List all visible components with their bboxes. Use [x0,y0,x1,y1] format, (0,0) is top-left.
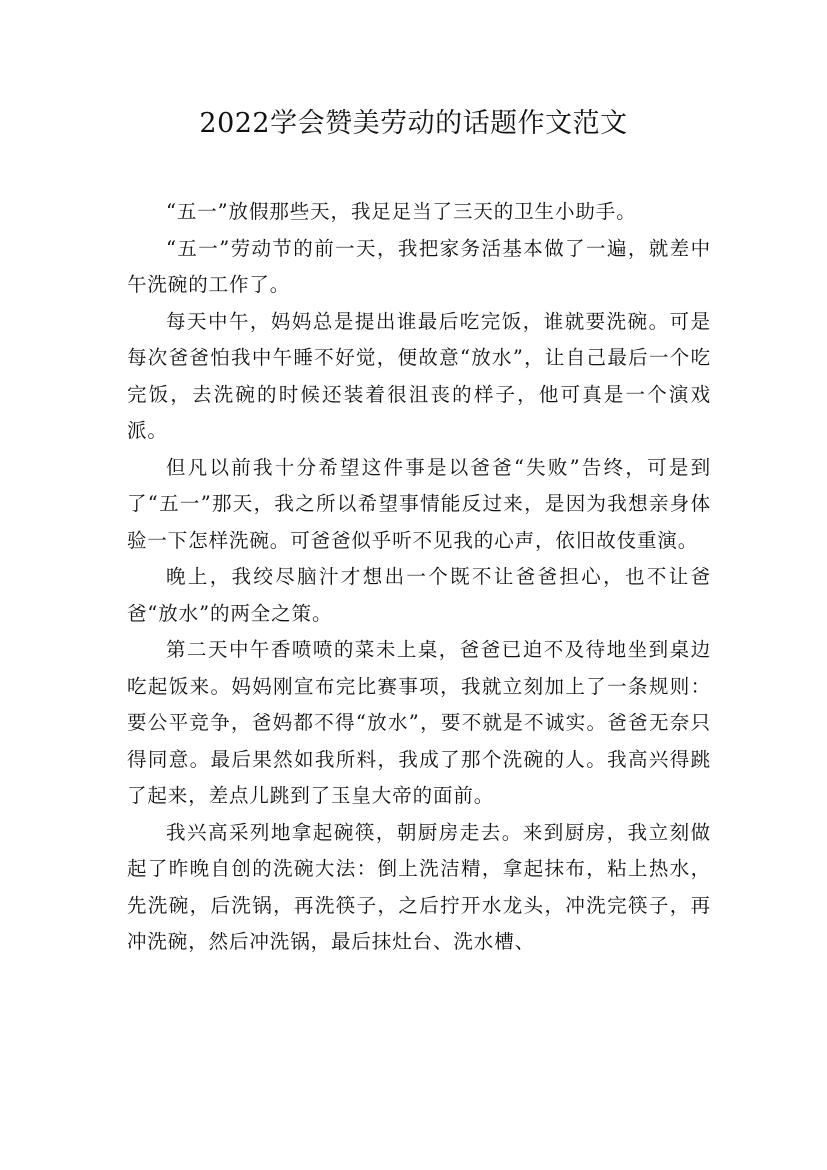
paragraph-3: 每天中午，妈妈总是提出谁最后吃完饭，谁就要洗碗。可是每次爸爸怕我中午睡不好觉，便故意“放水”，让自己最后一个吃完饭，去洗碗的时候还装着很沮丧的样子，他可真是一个演戏派。 [127,309,711,442]
paragraph-6: 第二天中午香喷喷的菜未上桌，爸爸已迫不及待地坐到桌边吃起饭来。妈妈刚宣布完比赛事项，我就立刻加上了一条规则：要公平竞争，爸妈都不得“放水”，要不就是不诚实。爸爸无奈只得同意。最后果然如我所料，我成了那个洗碗的人。我高兴得跳了起来，差点儿跳到了玉皇大帝的面前。 [127,638,711,807]
paragraph-7: 我兴高采列地拿起碗筷，朝厨房走去。来到厨房，我立刻做起了昨晚自创的洗碗大法：倒上洗洁精，拿起抹布，粘上热水，先洗碗，后洗锅，再洗筷子，之后拧开水龙头，冲洗完筷子，再冲洗碗，然后冲洗锅，最后抹灶台、洗水槽、 [127,820,711,953]
paragraph-5: 晚上，我绞尽脑汁才想出一个既不让爸爸担心，也不让爸爸“放水”的两全之策。 [127,565,711,625]
document-title: 2022学会赞美劳动的话题作文范文 [199,108,628,139]
paragraph-1: “五一”放假那些天，我足足当了三天的卫生小助手。 [166,200,637,223]
document-body [127,194,711,961]
paragraph-2: “五一”劳动节的前一天，我把家务活基本做了一遍，就差中午洗碗的工作了。 [127,236,711,296]
paragraph-4: 但凡以前我十分希望这件事是以爸爸“失败”告终，可是到了“五一”那天，我之所以希望事情能反过来，是因为我想亲身体验一下怎样洗碗。可爸爸似乎听不见我的心声，依旧故伎重演。 [127,455,711,552]
